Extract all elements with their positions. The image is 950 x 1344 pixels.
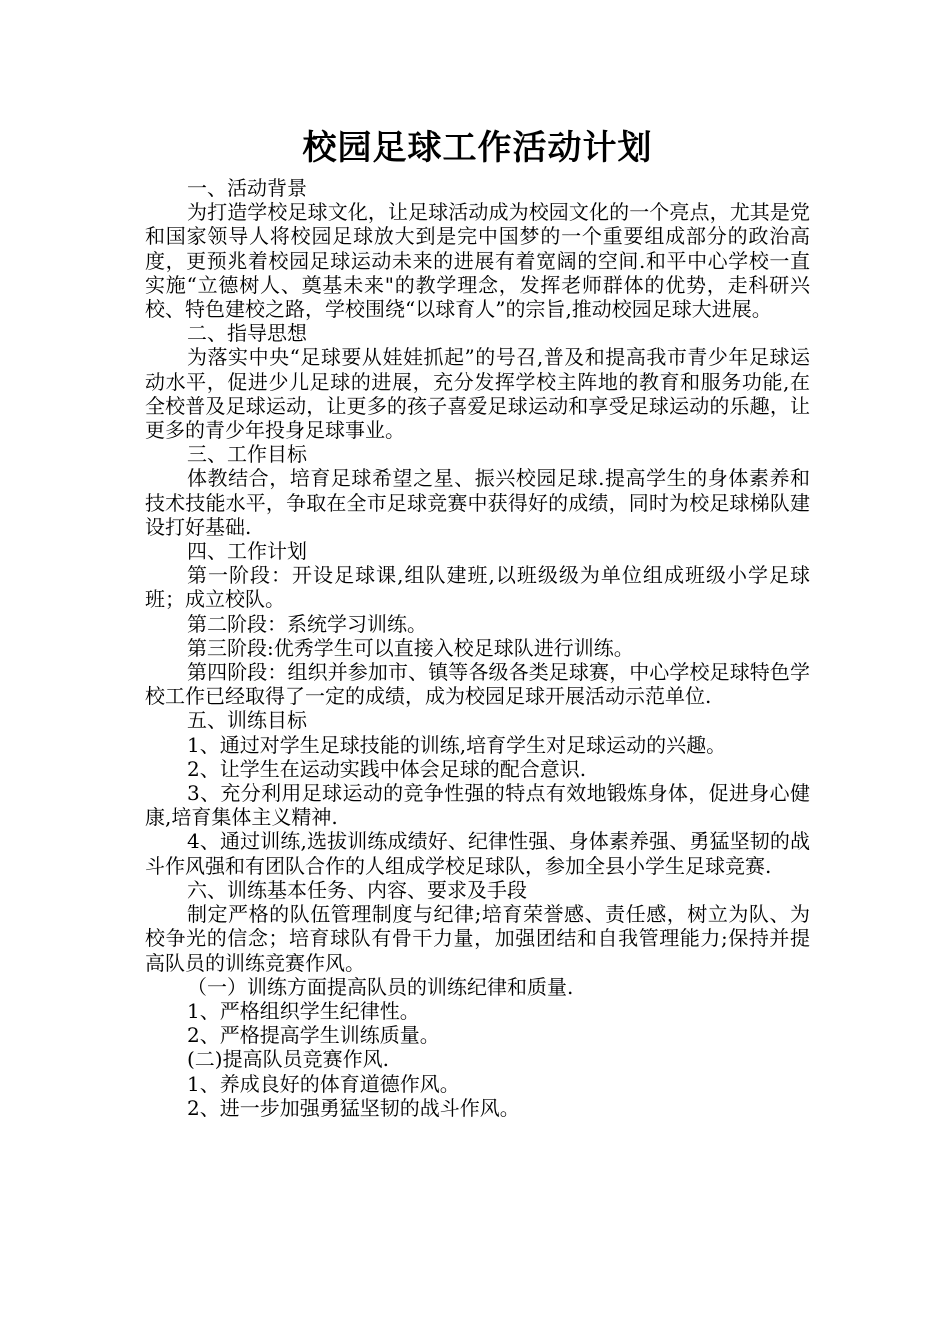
document-title: 校园足球工作活动计划 bbox=[302, 128, 653, 168]
section-heading-4: 四、工作计划 bbox=[187, 539, 307, 564]
subsection-heading-1: （一）训练方面提高队员的训练纪律和质量. bbox=[187, 974, 574, 999]
subsection-1-item-1: 1、严格组织学生纪律性。 bbox=[187, 998, 420, 1023]
subsection-heading-2: (二)提高队员竞赛作风. bbox=[187, 1047, 389, 1072]
plan-stage-4: 第四阶段：组织并参加市、镇等各级各类足球赛，中心学校足球特色学校工作已经取得了一定的成绩，成为校园足球开展活动示范单位. bbox=[145, 660, 810, 709]
section-heading-2: 二、指导思想 bbox=[187, 321, 307, 346]
plan-stage-1: 第一阶段：开设足球课,组队建班,以班级级为单位组成班级小学足球班；成立校队。 bbox=[145, 563, 810, 612]
subsection-1-item-2: 2、严格提高学生训练质量。 bbox=[187, 1023, 440, 1048]
document-page bbox=[145, 120, 810, 1120]
paragraph-background: 为打造学校足球文化，让足球活动成为校园文化的一个亮点，尤其是党和国家领导人将校园足球放大到是完中国梦的一个重要组成部分的政治高度，更预兆着校园足球运动未来的进展有着宽阔的空间.和平中心学校一直实施“立德树人、奠基未来"的教学理念，发挥老师群体的优势，走科研兴校、特色建校之路，学校围绕“以球育人”的宗旨,推动校园足球大进展。 bbox=[145, 200, 810, 322]
plan-stage-3: 第三阶段:优秀学生可以直接入校足球队进行训练。 bbox=[187, 635, 634, 660]
training-goal-2: 2、让学生在运动实践中体会足球的配合意识. bbox=[187, 756, 587, 781]
training-goal-3: 3、充分利用足球运动的竞争性强的特点有效地锻炼身体，促进身心健康,培育集体主义精神. bbox=[145, 781, 810, 830]
paragraph-work-goal: 体教结合，培育足球希望之星、振兴校园足球.提高学生的身体素养和技术技能水平，争取在全市足球竞赛中获得好的成绩，同时为校足球梯队建设打好基础. bbox=[145, 466, 810, 539]
subsection-2-item-2: 2、进一步加强勇猛坚韧的战斗作风。 bbox=[187, 1095, 520, 1120]
section-heading-3: 三、工作目标 bbox=[187, 442, 307, 467]
plan-stage-2: 第二阶段：系统学习训练。 bbox=[187, 611, 427, 636]
section-heading-1: 一、活动背景 bbox=[187, 176, 307, 200]
training-goal-1: 1、通过对学生足球技能的训练,培育学生对足球运动的兴趣。 bbox=[187, 732, 727, 757]
paragraph-guiding-thought: 为落实中央“足球要从娃娃抓起”的号召,普及和提高我市青少年足球运动水平，促进少儿足球的进展，充分发挥学校主阵地的教育和服务功能,在全校普及足球运动，让更多的孩子喜爱足球运动和享受足球运动的乐趣，让更多的青少年投身足球事业。 bbox=[145, 345, 810, 443]
section-heading-6: 六、训练基本任务、内容、要求及手段 bbox=[187, 877, 527, 902]
paragraph-training-tasks: 制定严格的队伍管理制度与纪律;培育荣誉感、责任感，树立为队、为校争光的信念；培育球队有骨干力量，加强团结和自我管理能力;保持并提高队员的训练竞赛作风。 bbox=[145, 902, 810, 975]
section-heading-5: 五、训练目标 bbox=[187, 708, 307, 733]
training-goal-4: 4、通过训练,选拔训练成绩好、纪律性强、身体素养强、勇猛坚韧的战斗作风强和有团队合作的人组成学校足球队，参加全县小学生足球竞赛. bbox=[145, 829, 810, 878]
subsection-2-item-1: 1、养成良好的体育道德作风。 bbox=[187, 1071, 460, 1096]
